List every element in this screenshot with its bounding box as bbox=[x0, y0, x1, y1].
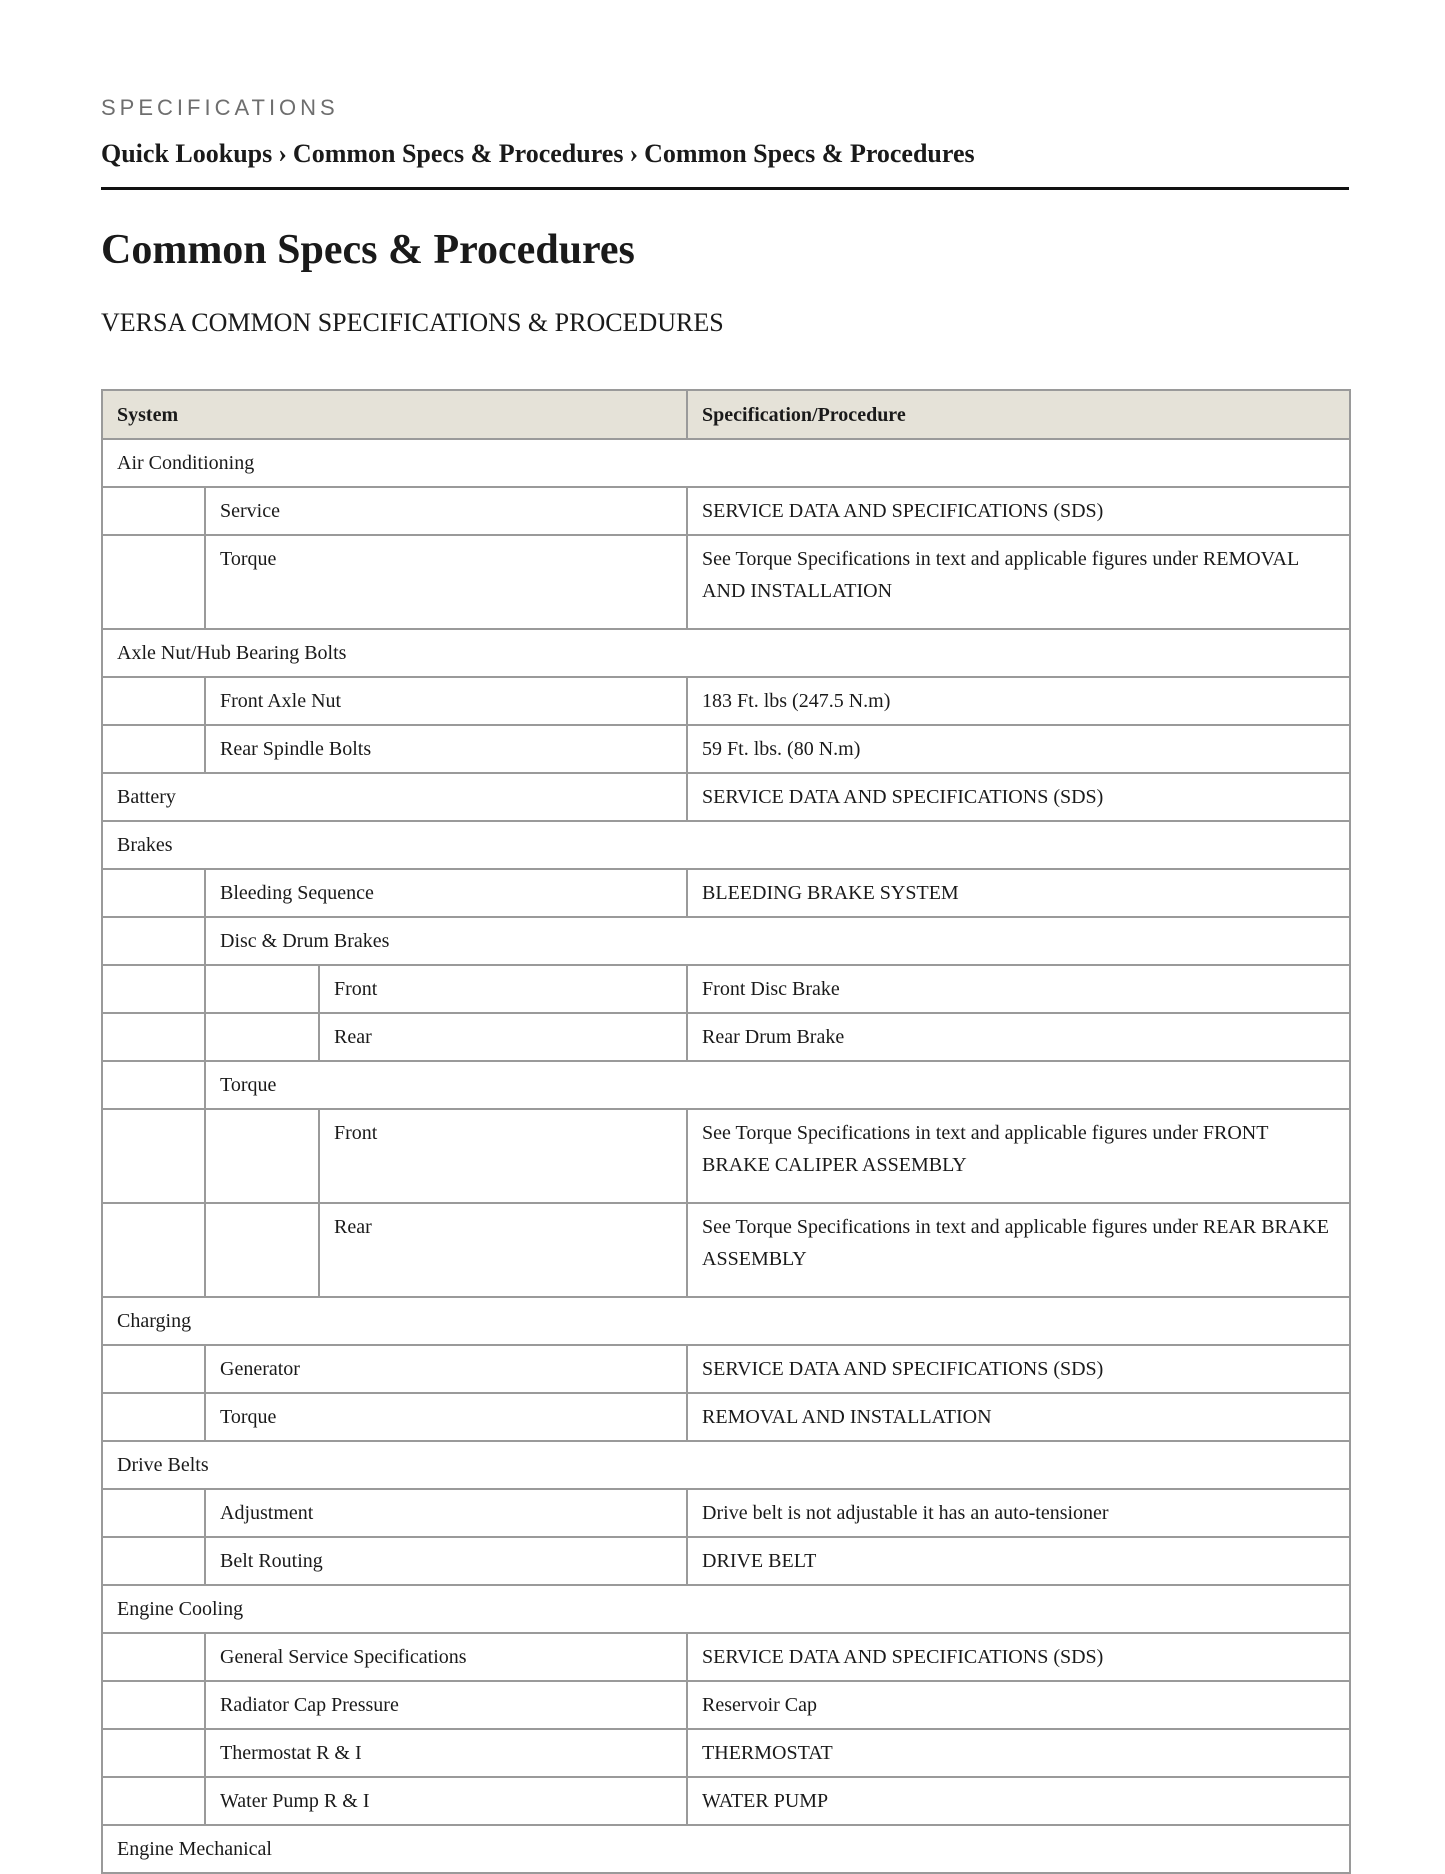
table-row bbox=[102, 725, 1350, 773]
system-cell: Engine Cooling bbox=[102, 1585, 1350, 1633]
indent-cell bbox=[102, 917, 205, 965]
system-cell: General Service Specifications bbox=[205, 1633, 687, 1681]
table-row bbox=[102, 1345, 1350, 1393]
table-row bbox=[102, 773, 1350, 821]
specification-cell: Drive belt is not adjustable it has an auto-tensioner bbox=[687, 1489, 1350, 1537]
table-row bbox=[102, 1777, 1350, 1825]
indent-cell bbox=[102, 1061, 205, 1109]
table-row bbox=[102, 1061, 1350, 1109]
system-cell: Torque bbox=[205, 1393, 687, 1441]
indent-cell bbox=[102, 1537, 205, 1585]
specification-cell: SERVICE DATA AND SPECIFICATIONS (SDS) bbox=[687, 1633, 1350, 1681]
breadcrumb-item-current: Common Specs & Procedures bbox=[644, 139, 975, 168]
breadcrumb-separator: › bbox=[278, 139, 287, 168]
table-row bbox=[102, 1203, 1350, 1297]
system-cell: Axle Nut/Hub Bearing Bolts bbox=[102, 629, 1350, 677]
table-row bbox=[102, 439, 1350, 487]
system-cell: Generator bbox=[205, 1345, 687, 1393]
indent-cell bbox=[205, 965, 319, 1013]
specification-cell: WATER PUMP bbox=[687, 1777, 1350, 1825]
specification-cell: Front Disc Brake bbox=[687, 965, 1350, 1013]
indent-cell bbox=[102, 487, 205, 535]
system-cell: Front bbox=[319, 965, 687, 1013]
indent-cell bbox=[102, 869, 205, 917]
indent-cell bbox=[102, 1203, 205, 1297]
specs-table-body bbox=[102, 439, 1350, 1873]
indent-cell bbox=[102, 1013, 205, 1061]
table-row bbox=[102, 629, 1350, 677]
indent-cell bbox=[102, 1681, 205, 1729]
indent-cell bbox=[102, 535, 205, 629]
page-subtitle: VERSA COMMON SPECIFICATIONS & PROCEDURES bbox=[101, 308, 724, 337]
indent-cell bbox=[102, 1489, 205, 1537]
system-cell: Rear bbox=[319, 1203, 687, 1297]
specification-cell: SERVICE DATA AND SPECIFICATIONS (SDS) bbox=[687, 1345, 1350, 1393]
system-cell: Brakes bbox=[102, 821, 1350, 869]
indent-cell bbox=[102, 677, 205, 725]
system-cell: Front Axle Nut bbox=[205, 677, 687, 725]
system-cell: Thermostat R & I bbox=[205, 1729, 687, 1777]
specification-cell: DRIVE BELT bbox=[687, 1537, 1350, 1585]
breadcrumb-item-quick-lookups[interactable]: Quick Lookups bbox=[101, 139, 273, 168]
table-row bbox=[102, 1013, 1350, 1061]
system-cell: Front bbox=[319, 1109, 687, 1203]
system-cell: Drive Belts bbox=[102, 1441, 1350, 1489]
system-cell: Disc & Drum Brakes bbox=[205, 917, 1350, 965]
page-title: Common Specs & Procedures bbox=[101, 227, 635, 273]
system-cell: Radiator Cap Pressure bbox=[205, 1681, 687, 1729]
table-header-row bbox=[102, 390, 1350, 439]
table-row bbox=[102, 1729, 1350, 1777]
table-row bbox=[102, 821, 1350, 869]
table-row bbox=[102, 1825, 1350, 1873]
column-header-system: System bbox=[102, 390, 687, 439]
indent-cell bbox=[102, 1777, 205, 1825]
specification-cell: 59 Ft. lbs. (80 N.m) bbox=[687, 725, 1350, 773]
table-row bbox=[102, 1393, 1350, 1441]
specification-cell: See Torque Specifications in text and applicable figures under FRONT BRAKE CALIPER ASSEMBLY bbox=[687, 1109, 1350, 1203]
system-cell: Torque bbox=[205, 535, 687, 629]
system-cell: Bleeding Sequence bbox=[205, 869, 687, 917]
indent-cell bbox=[102, 1393, 205, 1441]
system-cell: Adjustment bbox=[205, 1489, 687, 1537]
system-cell: Battery bbox=[102, 773, 687, 821]
indent-cell bbox=[102, 1345, 205, 1393]
table-row bbox=[102, 677, 1350, 725]
table-row bbox=[102, 487, 1350, 535]
table-row bbox=[102, 1297, 1350, 1345]
breadcrumb-item-common-specs[interactable]: Common Specs & Procedures bbox=[292, 139, 624, 168]
table-row bbox=[102, 1681, 1350, 1729]
table-row bbox=[102, 1585, 1350, 1633]
indent-cell bbox=[102, 1109, 205, 1203]
specification-cell: See Torque Specifications in text and applicable figures under REMOVAL AND INSTALLATION bbox=[687, 535, 1350, 629]
table-row bbox=[102, 965, 1350, 1013]
specification-cell: BLEEDING BRAKE SYSTEM bbox=[687, 869, 1350, 917]
table-row bbox=[102, 1537, 1350, 1585]
section-eyebrow: SPECIFICATIONS bbox=[101, 95, 339, 120]
indent-cell bbox=[205, 1109, 319, 1203]
system-cell: Rear Spindle Bolts bbox=[205, 725, 687, 773]
system-cell: Charging bbox=[102, 1297, 1350, 1345]
specification-cell: SERVICE DATA AND SPECIFICATIONS (SDS) bbox=[687, 487, 1350, 535]
table-row bbox=[102, 1441, 1350, 1489]
specs-table bbox=[101, 389, 1351, 1874]
table-row bbox=[102, 869, 1350, 917]
specification-cell: 183 Ft. lbs (247.5 N.m) bbox=[687, 677, 1350, 725]
column-header-specification: Specification/Procedure bbox=[687, 390, 1350, 439]
specification-cell: Rear Drum Brake bbox=[687, 1013, 1350, 1061]
breadcrumb bbox=[101, 138, 975, 170]
specification-cell: THERMOSTAT bbox=[687, 1729, 1350, 1777]
table-row bbox=[102, 1489, 1350, 1537]
header-divider bbox=[101, 187, 1349, 190]
system-cell: Engine Mechanical bbox=[102, 1825, 1350, 1873]
table-row bbox=[102, 1109, 1350, 1203]
system-cell: Air Conditioning bbox=[102, 439, 1350, 487]
system-cell: Torque bbox=[205, 1061, 1350, 1109]
breadcrumb-separator: › bbox=[629, 139, 639, 168]
indent-cell bbox=[102, 965, 205, 1013]
specification-cell: SERVICE DATA AND SPECIFICATIONS (SDS) bbox=[687, 773, 1350, 821]
indent-cell bbox=[205, 1203, 319, 1297]
indent-cell bbox=[205, 1013, 319, 1061]
specification-cell: See Torque Specifications in text and applicable figures under REAR BRAKE ASSEMBLY bbox=[687, 1203, 1350, 1297]
indent-cell bbox=[102, 725, 205, 773]
specification-cell: REMOVAL AND INSTALLATION bbox=[687, 1393, 1350, 1441]
indent-cell bbox=[102, 1729, 205, 1777]
system-cell: Service bbox=[205, 487, 687, 535]
specification-cell: Reservoir Cap bbox=[687, 1681, 1350, 1729]
indent-cell bbox=[102, 1633, 205, 1681]
table-row bbox=[102, 917, 1350, 965]
system-cell: Water Pump R & I bbox=[205, 1777, 687, 1825]
system-cell: Rear bbox=[319, 1013, 687, 1061]
table-row bbox=[102, 535, 1350, 629]
table-row bbox=[102, 1633, 1350, 1681]
system-cell: Belt Routing bbox=[205, 1537, 687, 1585]
